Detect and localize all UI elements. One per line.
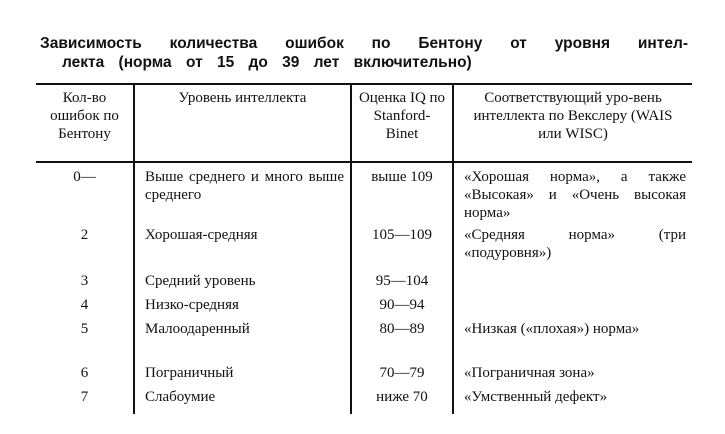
cell-wechsler: «Хорошая норма», а также «Высокая» и «Очень высокая норма» xyxy=(453,162,692,226)
cell-iq: 80—89 xyxy=(351,320,453,364)
header-wechsler: Соответствующий уро-вень интеллекта по Векслеру (WAIS или WISC) xyxy=(453,84,692,162)
table-row xyxy=(36,162,692,226)
cell-wechsler: «Умственный дефект» xyxy=(453,388,692,414)
cell-errors: 2 xyxy=(80,227,89,243)
benton-table xyxy=(36,83,692,414)
cell-errors: 4 xyxy=(80,297,89,313)
table-row xyxy=(36,272,692,296)
cell-level: Выше среднего и много выше среднего xyxy=(134,162,351,226)
cell-level: Низко-средняя xyxy=(134,296,351,320)
title-line-2: лекта (норма от 15 до 39 лет включительно) xyxy=(62,54,472,71)
cell-iq: ниже 70 xyxy=(351,388,453,414)
header-errors: Кол-во ошибок по Бентону xyxy=(36,84,134,162)
cell-wechsler xyxy=(453,296,692,320)
title-line-1: Зависимость количества ошибок по Бентону от уровня интел- xyxy=(40,35,688,52)
cell-level: Пограничный xyxy=(134,364,351,388)
cell-errors: 0— xyxy=(73,169,96,185)
table-row xyxy=(36,320,692,364)
cell-wechsler: «Низкая («плохая») норма» xyxy=(453,320,692,364)
cell-errors: 7 xyxy=(80,389,89,405)
cell-errors: 3 xyxy=(80,273,89,289)
cell-iq: 95—104 xyxy=(351,272,453,296)
cell-iq: 105—109 xyxy=(351,226,453,272)
table-row xyxy=(36,364,692,388)
cell-errors: 5 xyxy=(80,321,89,337)
cell-wechsler: «Пограничная зона» xyxy=(453,364,692,388)
table-title xyxy=(40,34,688,72)
table-row xyxy=(36,388,692,414)
cell-iq: 90—94 xyxy=(351,296,453,320)
cell-level: Слабоумие xyxy=(134,388,351,414)
table-row xyxy=(36,226,692,272)
table-row xyxy=(36,296,692,320)
cell-level: Хорошая-средняя xyxy=(134,226,351,272)
cell-errors: 6 xyxy=(80,365,89,381)
cell-wechsler xyxy=(453,272,692,296)
table-header-row xyxy=(36,84,692,162)
header-iq: Оценка IQ по Stanford-Binet xyxy=(351,84,453,162)
header-level: Уровень интеллекта xyxy=(134,84,351,162)
cell-iq: выше 109 xyxy=(351,162,453,226)
cell-level: Средний уровень xyxy=(134,272,351,296)
cell-iq: 70—79 xyxy=(351,364,453,388)
cell-level: Малоодаренный xyxy=(134,320,351,364)
cell-wechsler: «Средняя норма» (три «подуровня») xyxy=(453,226,692,272)
